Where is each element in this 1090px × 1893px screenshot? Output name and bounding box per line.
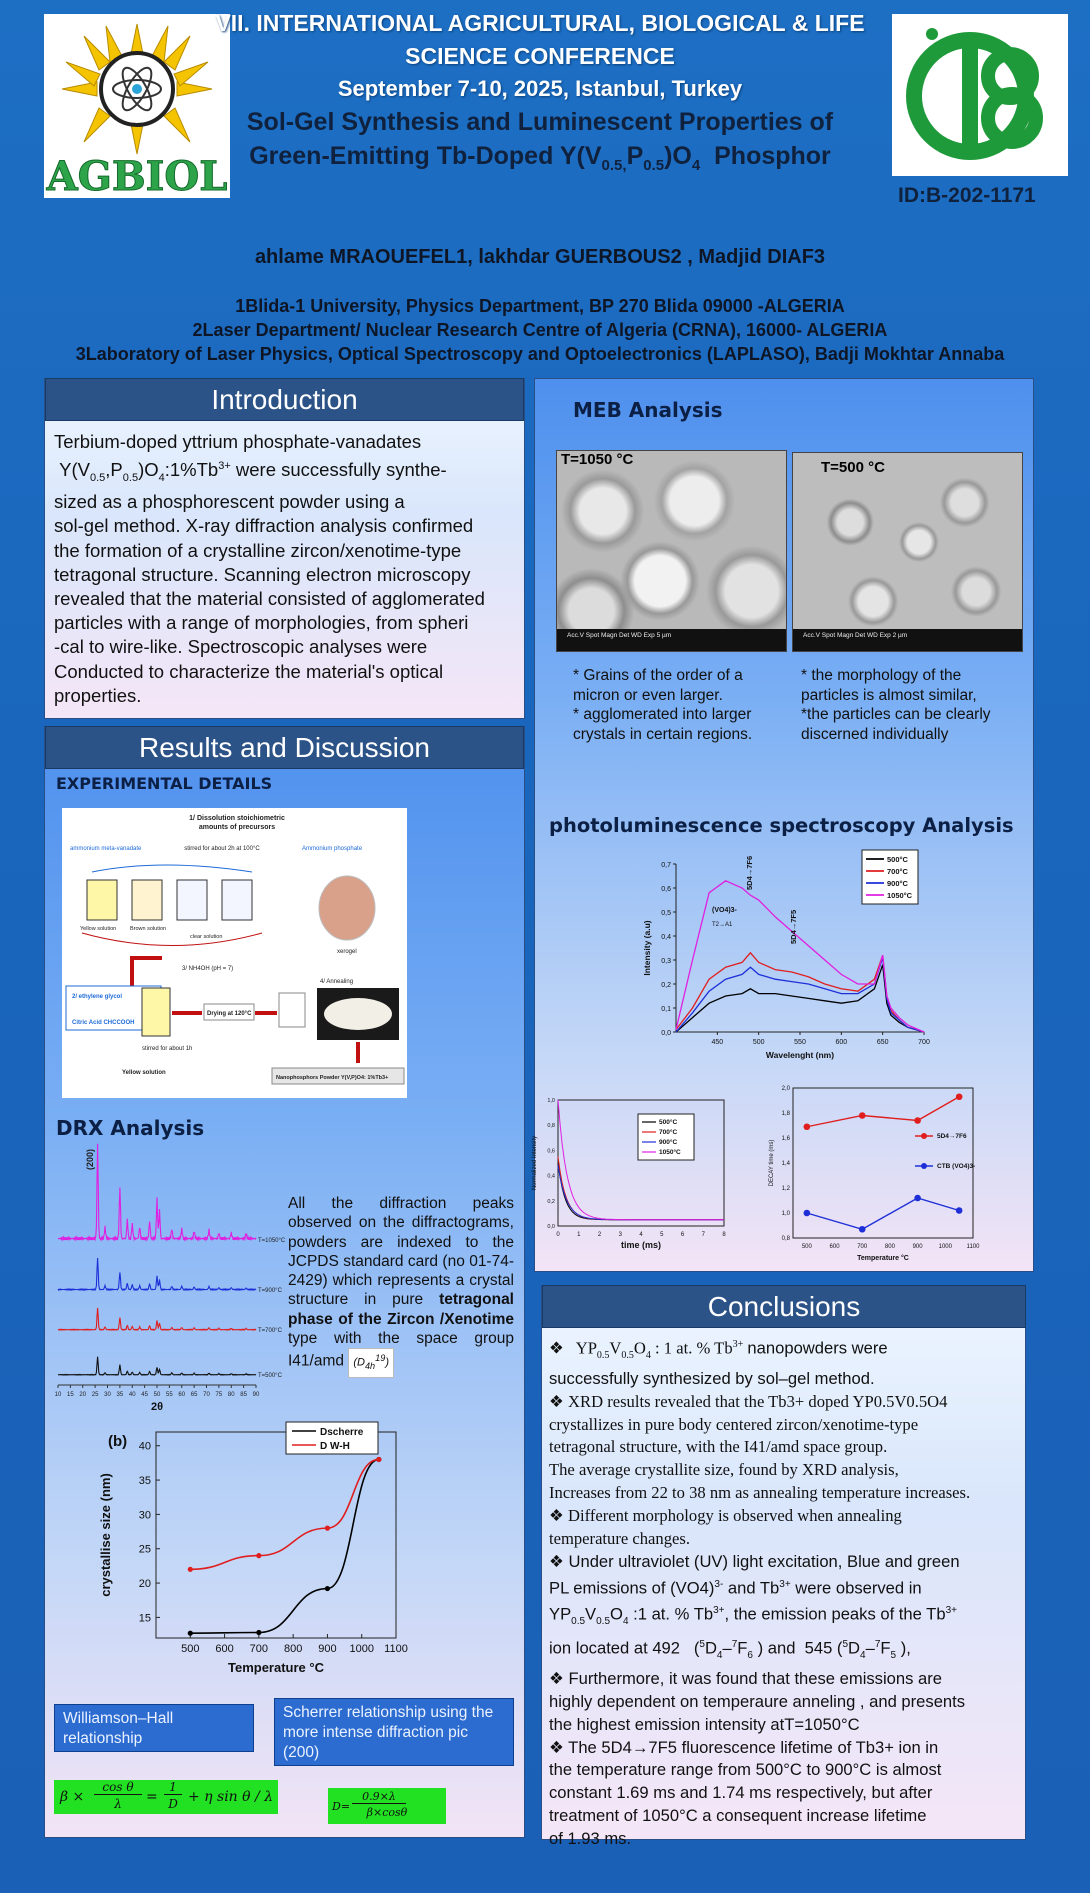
introduction-heading: Introduction: [45, 378, 524, 421]
pl-y-tick-label: 0,2: [661, 982, 671, 989]
conference-line-1: VII. INTERNATIONAL AGRICULTURAL, BIOLOGICAL & LIFE: [215, 10, 865, 36]
cryst-y-tick-label: 30: [138, 1509, 151, 1522]
intro-line-3: sized as a phosphorescent powder using a: [54, 491, 405, 513]
pl-x-label: Wavelenght (nm): [765, 1050, 835, 1060]
concl-line-1: ❖ $YP_{0.5}V_{0.5}O_4$ : 1 at. % $Tb^{3+}$ nanopowders were: [549, 1338, 888, 1361]
meb-note-8: discerned individually: [801, 725, 949, 743]
decay-y-tick-label: 1,0: [547, 1098, 555, 1104]
pl-annotation-vo4: (VO4)3-: [712, 907, 737, 914]
concl-line-17: ❖ The 5D4→7F5 fluorescence lifetime of Tb3+ ion in: [549, 1737, 939, 1757]
life-legend-marker: [921, 1133, 927, 1139]
life-y-tick-label: 0,8: [781, 1236, 790, 1242]
pl-x-tick-label: 650: [876, 1039, 889, 1046]
decay-series-line: [558, 1163, 724, 1220]
xrd-peak-label: (200): [85, 1148, 96, 1170]
intro-line-5: the formation of a crystalline zircon/xenotime-type: [54, 539, 462, 561]
decay-x-tick-label: 4: [639, 1232, 643, 1238]
cryst-point: [376, 1457, 381, 1462]
pl-x-tick-label: 550: [794, 1039, 806, 1046]
concl-line-12: $YP_{0.5}V_{0.5}O_4$ :1 at. % $Tb^{3+}$, the emission peaks of the $Tb^{3+}$: [549, 1604, 957, 1628]
meb-notes-left: [573, 666, 752, 744]
cryst-x-tick-label: 1000: [349, 1643, 374, 1655]
pl-annotation-f6: 5D4→7F6: [745, 855, 754, 890]
life-x-tick-label: 800: [884, 1244, 895, 1250]
decay-x-tick-label: 2: [597, 1232, 602, 1238]
decay-x-tick-label: 8: [722, 1232, 726, 1238]
xrd-chart: [48, 1140, 288, 1413]
flow-ammonium: ammonium meta-vanadate: [70, 846, 142, 852]
life-point: [914, 1195, 921, 1202]
concl-line-10: ❖ Under ultraviolet (UV) light excitation, Blue and green: [549, 1552, 960, 1571]
cryst-x-tick-label: 1100: [384, 1643, 408, 1655]
intro-line-1: Terbium-doped yttrium phosphate-vanadates: [54, 431, 422, 452]
concl-line-3: ❖ XRD results revealed that the Tb3+ doped YP0.5V0.5O4: [549, 1391, 948, 1411]
cryst-point: [325, 1526, 330, 1531]
flow-step1b: amounts of precursors: [198, 824, 276, 831]
sem-image-1050: [556, 450, 787, 652]
xrd-x-tick-label: 15: [67, 1392, 74, 1398]
meb-note-1: * Grains of the order of a: [573, 667, 743, 684]
cryst-y-tick-label: 25: [138, 1543, 151, 1556]
decay-y-tick-label: 0,8: [547, 1123, 555, 1130]
flow-ammonium-p: Ammonium phosphate: [302, 846, 363, 852]
xrd-x-tick-label: 10: [54, 1392, 62, 1398]
life-y-tick-label: 1,2: [781, 1186, 790, 1192]
concl-line-21: of 1.93 ms.: [549, 1829, 632, 1849]
xrd-x-tick-label: 20: [79, 1392, 87, 1398]
decay-x-tick-label: 1: [577, 1232, 581, 1238]
decay-x-tick-label: 6: [680, 1232, 685, 1238]
flow-nano: Nanophosphors Powder Y(V,P)O4: 1%Tb3+: [276, 1075, 389, 1081]
life-point: [956, 1093, 963, 1100]
life-series-line: [807, 1198, 959, 1229]
flow-clear: clear solution: [190, 934, 223, 940]
decay-x-tick-label: 5: [660, 1232, 664, 1238]
xrd-series-line: [58, 1308, 256, 1330]
space-group-symbol: $(D_{4h}^{19})$: [348, 1348, 394, 1377]
flow-step1: 1/ Dissolution stoichiometric: [189, 815, 285, 822]
cryst-point: [256, 1630, 261, 1635]
concl-line-8: ❖ Different morphology is observed when annealing: [549, 1506, 902, 1526]
decay-legend-label: 500°C: [659, 1119, 678, 1126]
pl-legend-label: 500°C: [887, 855, 908, 864]
meb-note-2: micron or even larger.: [573, 686, 723, 704]
cryst-point: [188, 1631, 193, 1636]
meb-note-7: *the particles can be clearly: [801, 706, 991, 723]
xrd-series-label: T=900°C: [258, 1288, 282, 1294]
pl-x-tick-label: 700: [918, 1039, 930, 1046]
cryst-y-tick-label: 35: [138, 1475, 151, 1488]
flow-xerogel: xerogel: [337, 949, 357, 955]
xrd-series-line: [58, 1258, 256, 1290]
concl-line-15: highly dependent on temperaure anneling , and presents: [549, 1691, 966, 1711]
pl-legend-label: 1050°C: [887, 891, 913, 900]
xrd-series-label: T=500°C: [258, 1373, 282, 1379]
life-x-tick-label: 700: [857, 1244, 868, 1250]
experimental-flow-diagram: [62, 808, 407, 1098]
cryst-x-tick-label: 700: [249, 1643, 269, 1655]
intro-line-2: $Y(V_{0.5},P_{0.5})O_4:1\%Tb^{3+}$ were successfully synthe-: [54, 459, 447, 485]
cryst-series-line: [190, 1459, 379, 1633]
pl-legend-label: 900°C: [887, 879, 908, 888]
concl-line-19: constant 1.69 ms and 1.74 ms respectively, but after: [549, 1783, 933, 1803]
concl-line-9: temperature changes.: [549, 1529, 690, 1549]
concl-line-13: ion located at 492 ($^5D_4-^7F_6$ ) and 545 ($^5D_4-^7F_5$ ),: [549, 1638, 911, 1661]
life-point: [859, 1226, 866, 1233]
xrd-x-tick-label: 45: [141, 1392, 148, 1398]
xrd-x-tick-label: 40: [128, 1392, 136, 1398]
scherrer-formula: D= 0.9×λ β×cosθ: [328, 1788, 446, 1824]
affiliation-2: 2Laser Department/ Nuclear Research Centre of Algeria (CRNA), 16000- ALGERIA: [192, 320, 888, 340]
intro-line-11: properties.: [54, 684, 142, 706]
meb-note-5: * the morphology of the: [801, 667, 962, 684]
pl-annotation-t2: T2→A1: [712, 922, 733, 928]
decay-x-label: time (ms): [620, 1240, 662, 1250]
logo-text: AGBIOL: [46, 153, 228, 200]
decay-legend-label: 1050°C: [659, 1149, 681, 1156]
decay-legend-label: 900°C: [659, 1139, 678, 1146]
life-x-tick-label: 1100: [966, 1244, 980, 1250]
cryst-x-tick-label: 600: [215, 1643, 234, 1655]
scherrer-box: Scherrer relationship using the more intense diffraction pic (200): [274, 1698, 514, 1766]
xrd-x-tick-label: 55: [166, 1392, 173, 1398]
drx-paragraph: [288, 1194, 514, 1378]
intro-line-6: tetragonal structure. Scanning electron microscopy: [54, 563, 471, 585]
life-x-label: Temperature °C: [857, 1255, 909, 1262]
drx-heading: DRX Analysis: [56, 1116, 205, 1140]
life-y-label: DECAY time (ms): [769, 1139, 775, 1187]
cryst-x-tick-label: 900: [318, 1643, 337, 1655]
meb-heading: MEB Analysis: [573, 398, 723, 422]
life-point: [859, 1112, 866, 1119]
decay-y-tick-label: 0,2: [547, 1198, 555, 1205]
life-x-tick-label: 900: [912, 1244, 923, 1250]
concl-line-16: the highest emission intensity atT=1050°C: [549, 1714, 860, 1734]
flow-step3: 3/ NH4OH (pH = 7): [182, 966, 234, 972]
drx-tail-text: type with the space group I41/amd: [288, 1330, 514, 1371]
pl-y-label: Intensity (a.u): [642, 920, 652, 976]
xrd-x-tick-label: 60: [178, 1392, 186, 1398]
pl-legend-label: 700°C: [887, 867, 908, 876]
affiliation-3: 3Laboratory of Laser Physics, Optical Spectroscopy and Optoelectronics (LAPLASO), Badji Mokhtar Annaba: [75, 344, 1005, 364]
flow-brown: Brown solution: [130, 926, 167, 932]
flow-drying: Drying at 120°C: [207, 1011, 252, 1017]
cryst-x-label: Temperature °C: [228, 1660, 324, 1675]
xrd-x-tick-label: 70: [203, 1392, 210, 1398]
sem-label-500: T=500 °C: [821, 459, 885, 476]
williamson-hall-box: Williamson–Hall relationship: [54, 1704, 254, 1752]
life-legend-label: 5D4→7F6: [937, 1133, 967, 1140]
pl-annotation-f5: 5D4→7F5: [789, 909, 798, 944]
concl-line-11: PL emissions of $(VO4)^{3-}$ and $Tb^{3+}$ were observed in: [549, 1578, 922, 1598]
sem-databar-500: Acc.V Spot Magn Det WD Exp 2 µm: [793, 629, 1022, 651]
cryst-series-line: [190, 1459, 379, 1569]
life-x-tick-label: 1000: [938, 1244, 952, 1250]
decay-curves-chart: [528, 1090, 733, 1250]
cryst-legend-label: D W-H: [320, 1441, 350, 1452]
drx-bold-text: tetragonal phase of the Zircon /Xenotime: [288, 1291, 514, 1328]
life-series-line: [807, 1097, 959, 1127]
pl-y-tick-label: 0,5: [661, 910, 671, 917]
results-heading: Results and Discussion: [45, 726, 524, 769]
sem-image-500: [792, 452, 1023, 652]
life-y-tick-label: 1,8: [781, 1111, 790, 1117]
flow-yellow: Yellow solution: [80, 926, 117, 932]
flow-yellow2: Yellow solution: [122, 1070, 166, 1076]
pl-y-tick-label: 0,3: [661, 958, 671, 965]
life-point: [804, 1123, 811, 1130]
crystallite-size-chart: [96, 1418, 426, 1678]
pl-x-tick-label: 600: [835, 1039, 848, 1046]
xrd-x-tick-label: 50: [153, 1392, 161, 1398]
flow-stir2: stirred for about 1h: [142, 1046, 193, 1052]
pl-y-tick-label: 0,7: [661, 862, 671, 869]
xrd-x-tick-label: 85: [240, 1392, 247, 1398]
pl-heading: photoluminescence spectroscopy Analysis: [549, 814, 1014, 837]
meb-note-3: * agglomerated into larger: [573, 706, 752, 723]
flow-citric: Citric Acid CHCCOOH: [72, 1020, 135, 1026]
meb-note-4: crystals in certain regions.: [573, 725, 753, 743]
poster-title-line-1: Sol-Gel Synthesis and Luminescent Properties of: [246, 108, 834, 136]
concl-line-7: Increases from 22 to 38 nm as annealing temperature increases.: [549, 1483, 971, 1503]
drx-text: All the diffraction peaks observed on the diffractograms, powders are indexed to the JCPDS standard card (no 01-74-2429) which represents a crystal structure in pure: [288, 1195, 514, 1309]
decay-y-tick-label: 0,6: [547, 1148, 555, 1155]
flow-step2: 2/ ethylene glycol: [72, 994, 123, 1000]
sem-databar-1050: Acc.V Spot Magn Det WD Exp 5 µm: [557, 629, 786, 651]
decay-x-tick-label: 3: [618, 1232, 622, 1238]
cryst-legend-label: Dscherre: [320, 1427, 364, 1438]
cryst-y-label: crystallise size (nm): [98, 1473, 113, 1597]
conference-dates: September 7-10, 2025, Istanbul, Turkey: [337, 76, 743, 101]
concl-line-18: the temperature range from 500°C to 900°C is almost: [549, 1760, 942, 1780]
life-point: [914, 1117, 921, 1124]
xrd-x-tick-label: 90: [252, 1392, 260, 1398]
pl-spectra-chart: [640, 842, 940, 1074]
cryst-x-tick-label: 500: [181, 1643, 200, 1655]
xrd-x-tick-label: 80: [227, 1392, 235, 1398]
pl-y-tick-label: 0,1: [661, 1006, 671, 1013]
flow-stir1: stirred for about 2h at 100°C: [184, 846, 260, 852]
xrd-x-tick-label: 75: [215, 1392, 223, 1398]
williamson-hall-formula: β × cos θ λ = 1 D + η sin θ / λ: [54, 1780, 278, 1814]
life-x-tick-label: 600: [829, 1244, 840, 1250]
life-y-tick-label: 1,4: [781, 1161, 790, 1167]
decay-y-label: Normalized Intensity: [532, 1135, 538, 1191]
life-point: [956, 1207, 963, 1214]
xrd-series-label: T=1050°C: [258, 1238, 286, 1244]
intro-line-7: revealed that the material consisted of agglomerated: [54, 588, 485, 610]
concl-line-14: ❖ Furthermore, it was found that these emissions are: [549, 1668, 943, 1688]
concl-line-6: The average crystallite size, found by XRD analysis,: [549, 1460, 899, 1480]
cryst-x-tick-label: 800: [283, 1643, 303, 1655]
intro-line-8: particles with a range of morphologies, from spheri: [54, 612, 469, 634]
introduction-text: [54, 430, 524, 708]
cryst-y-tick-label: 40: [138, 1440, 151, 1453]
meb-note-6: particles is almost similar,: [801, 686, 977, 704]
authors: ahlame MRAOUEFEL1, lakhdar GUERBOUS2 , Madjid DIAF3: [254, 246, 826, 268]
pl-y-tick-label: 0,0: [661, 1030, 671, 1037]
xrd-x-label: 2θ: [150, 1401, 164, 1413]
conclusions-text: [549, 1334, 1039, 1851]
conclusions-heading: Conclusions: [542, 1285, 1026, 1328]
concl-line-4: crystallizes in pure body centered zircon/xenotime-type: [549, 1414, 919, 1434]
life-legend-marker: [921, 1163, 927, 1169]
meb-notes-right: [801, 666, 991, 744]
life-point: [804, 1210, 811, 1217]
cryst-y-tick-label: 20: [138, 1578, 151, 1591]
cryst-panel-label: (b): [108, 1433, 128, 1450]
xrd-x-tick-label: 35: [116, 1392, 124, 1398]
life-legend-label: CTB (VO4)3-: [937, 1163, 976, 1170]
concl-line-5: tetragonal structure, with the I41/amd space group.: [549, 1437, 888, 1457]
life-y-tick-label: 1,0: [781, 1211, 790, 1217]
intro-line-4: sol-gel method. X-ray diffraction analysis confirmed: [54, 515, 474, 537]
life-y-tick-label: 2,0: [781, 1086, 790, 1092]
xrd-x-tick-label: 30: [104, 1392, 111, 1398]
xrd-x-tick-label: 65: [190, 1392, 198, 1398]
decay-y-tick-label: 0,0: [547, 1224, 555, 1230]
experimental-heading: EXPERIMENTAL DETAILS: [56, 774, 273, 793]
cryst-frame: [156, 1432, 396, 1638]
pl-y-tick-label: 0,4: [661, 934, 671, 941]
cryst-point: [325, 1586, 330, 1591]
cryst-y-tick-label: 15: [138, 1612, 151, 1625]
xrd-x-tick-label: 25: [91, 1392, 99, 1398]
pl-y-tick-label: 0,6: [661, 886, 671, 893]
xrd-series-line: [58, 1357, 256, 1375]
affiliation-1: 1Blida-1 University, Physics Department, BP 270 Blida 09000 -ALGERIA: [235, 296, 845, 316]
pl-x-tick-label: 500: [752, 1039, 765, 1046]
flow-annealing: 4/ Annealing: [320, 979, 354, 985]
pl-x-tick-label: 450: [711, 1039, 724, 1046]
poster-id: ID:B-202-1171: [898, 184, 1036, 207]
xrd-series-label: T=700°C: [258, 1328, 282, 1334]
life-x-tick-label: 500: [801, 1244, 812, 1250]
intro-line-9: -cal to wire-like. Spectroscopic analyses were: [54, 636, 428, 658]
poster-title-line-2: Green-Emitting Tb-Doped $Y(V_{0.5,}P_{0.5})O_4$ Phosphor: [249, 142, 831, 174]
decay-series-line: [558, 1157, 724, 1220]
decay-x-tick-label: 7: [701, 1232, 705, 1238]
concl-line-2: successfully synthesized by sol–gel method.: [549, 1368, 875, 1388]
decay-legend-label: 700°C: [659, 1129, 678, 1136]
lifetime-chart: [763, 1082, 993, 1266]
decay-y-tick-label: 0,4: [547, 1173, 555, 1180]
decay-x-tick-label: 0: [556, 1232, 560, 1238]
cryst-point: [188, 1567, 193, 1572]
concl-line-20: treatment of 1050°C a consequent increase lifetime: [549, 1806, 927, 1826]
life-y-tick-label: 1,6: [781, 1136, 790, 1142]
conference-line-2: SCIENCE CONFERENCE: [405, 43, 675, 69]
cryst-point: [256, 1553, 261, 1558]
sem-label-1050: T=1050 °C: [561, 451, 634, 468]
intro-line-10: Conducted to characterize the material's optical: [54, 660, 444, 682]
